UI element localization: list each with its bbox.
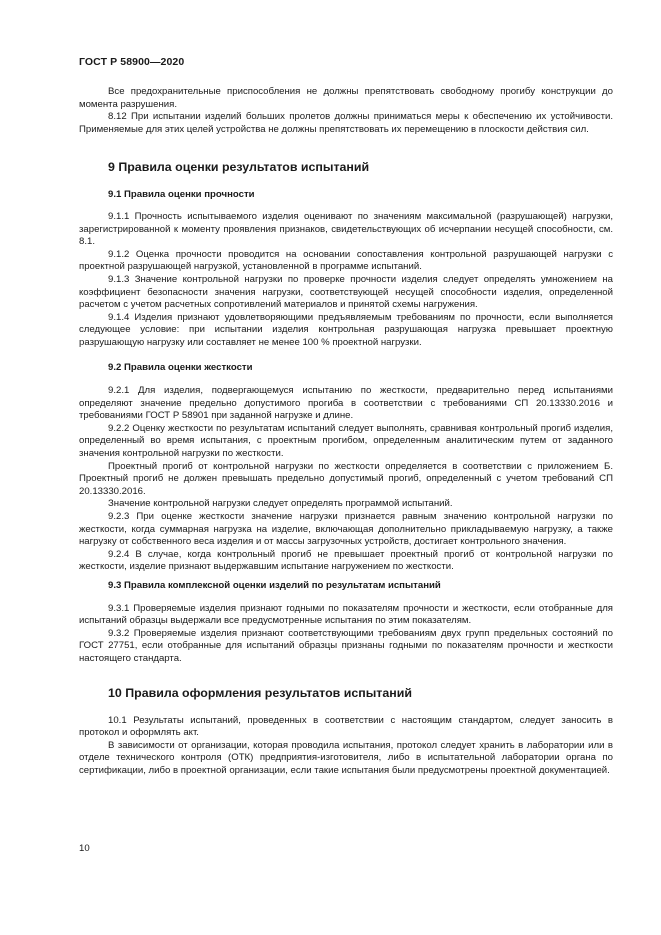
paragraph: В зависимости от организации, которая проводила испытания, протокол следует хранить в лаборатории или в отделе технического контроля (ОТК) предприятия-изготовителя, либо в испытательной лаборатории органа по сертификации, либо в проектной организации, если такие испытания были предусмотрены проектной документацией. xyxy=(79,739,613,776)
paragraph: 9.2.4 В случае, когда контрольный прогиб не превышает проектный прогиб от контрольной нагрузки по жесткости, изделие признают выдержавшим испытание нагружением по жесткости. xyxy=(79,548,613,573)
paragraph: Все предохранительные приспособления не должны препятствовать свободному прогибу конструкции до момента разрушения. xyxy=(79,86,613,110)
subsection-heading-9-3: 9.3 Правила комплексной оценки изделий по результатам испытаний xyxy=(108,580,441,591)
subsection-heading-9-1: 9.1 Правила оценки прочности xyxy=(108,189,255,201)
paragraph: 9.1.3 Значение контрольной нагрузки по проверке прочности изделия следует определять умножением на коэффициент безопасности значения нагрузки, соответствующей несущей способности изделия, определенной расчетом с учетом расчетных сопротивлений материалов и принятой схемы нагружения. xyxy=(79,273,613,311)
paragraph: 9.3.2 Проверяемые изделия признают соответствующими требованиям двух групп предельных состояний по ГОСТ 27751, если отобранные для испытаний образцы признаны годными по показателям прочности и жесткости настоящего стандарта. xyxy=(79,627,613,664)
paragraph: 9.3.1 Проверяемые изделия признают годными по показателям прочности и жесткости, если отобранные для испытаний образцы выдержали все предусмотренные испытания по этим показателям. xyxy=(79,602,613,627)
subsection-heading-9-2: 9.2 Правила оценки жесткости xyxy=(108,361,253,373)
page-number: 10 xyxy=(79,843,90,854)
paragraph: 9.1.2 Оценка прочности проводится на основании сопоставления контрольной разрушающей нагрузки с проектной разрушающей нагрузкой, установленной в программе испытаний. xyxy=(79,248,613,273)
document-page xyxy=(79,56,613,778)
paragraph: Значение контрольной нагрузки следует определять программой испытаний. xyxy=(108,498,453,510)
paragraph: Проектный прогиб от контрольной нагрузки по жесткости определяется в соответствии с приложением Б. Проектный прогиб не должен превышать предельно допустимый прогиб, определенный с учетом требований СП 20.13330.2016. xyxy=(79,460,613,497)
document-code-header: ГОСТ Р 58900—2020 xyxy=(79,56,185,68)
paragraph: 9.1.1 Прочность испытываемого изделия оценивают по значениям максимальной (разрушающей) нагрузки, зарегистрированной к моменту проявления признаков, свидетельствующих об исчерпании несущей способности, см. 8.1. xyxy=(79,210,613,248)
paragraph: 9.2.2 Оценку жесткости по результатам испытаний следует выполнять, сравнивая контрольный прогиб изделия, определенный во время испытания, с проектным прогибом, определенным аналитическим путем от заданного значения контрольной нагрузки по жесткости. xyxy=(79,422,613,460)
paragraph: 10.1 Результаты испытаний, проведенных в соответствии с настоящим стандартом, следует заносить в протокол и оформлять акт. xyxy=(79,714,613,739)
paragraph: 9.2.3 При оценке жесткости значение нагрузки признается равным значению контрольной нагрузки по жесткости, когда суммарная нагрузка на изделие, включающая дополнительно прикладываемую нагрузку, а также нагрузку от собственного веса изделия и от массы загрузочных устройств, достигает контрольного значения. xyxy=(79,511,613,548)
paragraph: 9.2.1 Для изделия, подвергающемуся испытанию по жесткости, предварительно перед испытаниями определяют значение предельно допустимого прогиба в соответствии с требованиями СП 20.13330.2016 и требованиями ГОСТ Р 58901 при заданной нагрузке и длине. xyxy=(79,385,613,422)
paragraph: 8.12 При испытании изделий больших пролетов должны приниматься меры к обеспечению их устойчивости. Применяемые для этих целей устройства не должны препятствовать их перемещению в плоскости действия сил. xyxy=(79,111,613,135)
section-heading-10: 10 Правила оформления результатов испытаний xyxy=(108,685,412,700)
section-heading-9: 9 Правила оценки результатов испытаний xyxy=(108,160,370,175)
paragraph: 9.1.4 Изделия признают удовлетворяющими предъявляемым требованиям по прочности, если выполняется следующее условие: при испытании изделия контрольная разрушающая нагрузка превышает проектную разрушающую нагрузку или составляет не менее 100 % проектной нагрузки. xyxy=(79,311,613,348)
